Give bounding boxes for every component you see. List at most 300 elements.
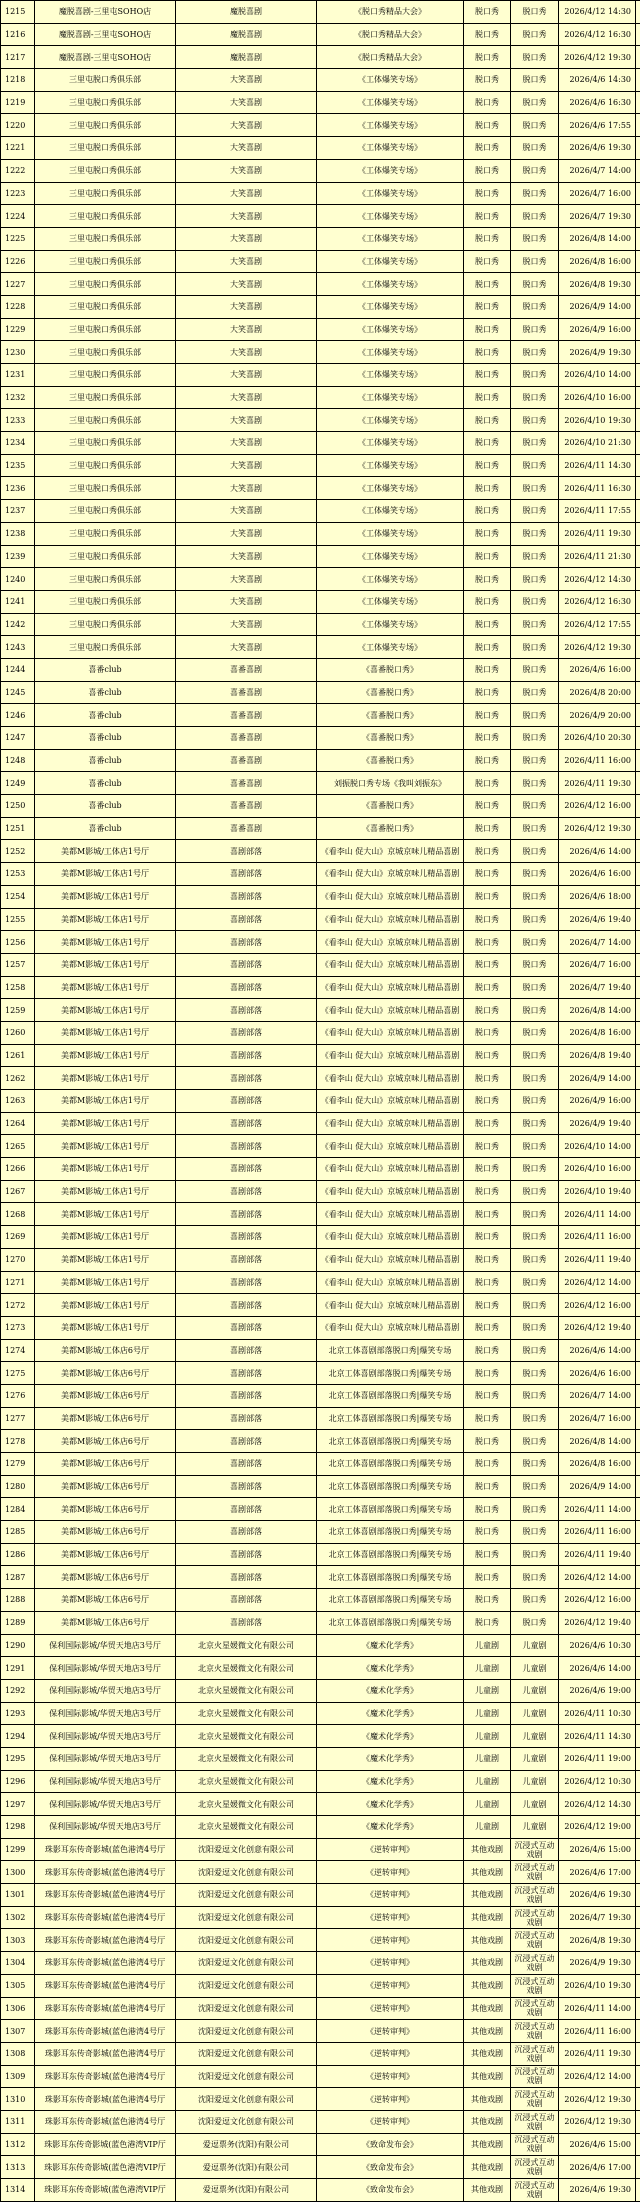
category-cell: 其他戏剧 bbox=[464, 1906, 511, 1929]
category-cell: 脱口秀 bbox=[464, 1090, 511, 1113]
category-cell: 脱口秀 bbox=[464, 454, 511, 477]
venue-cell: 珠影耳东传奇影城(蓝色港湾4号厅 bbox=[35, 1952, 176, 1975]
datetime-cell: 2026/4/6 10:30 bbox=[559, 1634, 636, 1657]
category-cell: 脱口秀 bbox=[464, 636, 511, 659]
venue-cell: 三里屯脱口秀俱乐部 bbox=[35, 295, 176, 318]
show-title-cell: 《看李山 促大山》京城京味儿精品喜剧 bbox=[317, 1248, 464, 1271]
row-number: 1221 bbox=[1, 137, 35, 160]
row-number: 1244 bbox=[1, 658, 35, 681]
table-row bbox=[1, 2110, 640, 2133]
organizer-cell: 喜剧部落 bbox=[176, 1384, 317, 1407]
subcategory-cell: 脱口秀 bbox=[511, 1498, 559, 1521]
table-row bbox=[1, 1158, 640, 1181]
table-row bbox=[1, 1566, 640, 1589]
category-cell: 脱口秀 bbox=[464, 704, 511, 727]
show-title-cell: 《工体爆笑专场》 bbox=[317, 477, 464, 500]
category-cell: 儿童剧 bbox=[464, 1793, 511, 1816]
table-row bbox=[1, 1498, 640, 1521]
category-cell: 脱口秀 bbox=[464, 250, 511, 273]
datetime-cell: 2026/4/11 21:30 bbox=[559, 545, 636, 568]
venue-cell: 美都M影城/工体店1号厅 bbox=[35, 1316, 176, 1339]
venue-cell: 美都M影城/工体店1号厅 bbox=[35, 953, 176, 976]
show-title-cell: 《工体爆笑专场》 bbox=[317, 500, 464, 523]
row-number: 1234 bbox=[1, 432, 35, 455]
table-edge-cell bbox=[636, 613, 640, 636]
datetime-cell: 2026/4/6 16:00 bbox=[559, 1362, 636, 1385]
category-cell: 脱口秀 bbox=[464, 976, 511, 999]
subcategory-cell: 沉浸式互动戏剧 bbox=[511, 2156, 559, 2179]
datetime-cell: 2026/4/9 14:00 bbox=[559, 1475, 636, 1498]
table-row bbox=[1, 1021, 640, 1044]
datetime-cell: 2026/4/11 19:30 bbox=[559, 522, 636, 545]
table-edge-cell bbox=[636, 1067, 640, 1090]
table-edge-cell bbox=[636, 250, 640, 273]
category-cell: 脱口秀 bbox=[464, 1362, 511, 1385]
organizer-cell: 喜剧部落 bbox=[176, 863, 317, 886]
datetime-cell: 2026/4/6 19:00 bbox=[559, 1679, 636, 1702]
table-row bbox=[1, 137, 640, 160]
subcategory-cell: 脱口秀 bbox=[511, 953, 559, 976]
organizer-cell: 喜剧部落 bbox=[176, 1589, 317, 1612]
table-row bbox=[1, 863, 640, 886]
row-number: 1225 bbox=[1, 227, 35, 250]
datetime-cell: 2026/4/7 14:00 bbox=[559, 931, 636, 954]
venue-cell: 三里屯脱口秀俱乐部 bbox=[35, 318, 176, 341]
venue-cell: 三里屯脱口秀俱乐部 bbox=[35, 432, 176, 455]
organizer-cell: 喜剧部落 bbox=[176, 1316, 317, 1339]
venue-cell: 美都M影城/工体店1号厅 bbox=[35, 1271, 176, 1294]
organizer-cell: 大笑喜剧 bbox=[176, 522, 317, 545]
subcategory-cell: 脱口秀 bbox=[511, 477, 559, 500]
table-edge-cell bbox=[636, 1725, 640, 1748]
category-cell: 脱口秀 bbox=[464, 1475, 511, 1498]
subcategory-cell: 沉浸式互动戏剧 bbox=[511, 2042, 559, 2065]
category-cell: 脱口秀 bbox=[464, 863, 511, 886]
datetime-cell: 2026/4/11 16:00 bbox=[559, 1521, 636, 1544]
row-number: 1286 bbox=[1, 1543, 35, 1566]
venue-cell: 三里屯脱口秀俱乐部 bbox=[35, 250, 176, 273]
table-edge-cell bbox=[636, 1, 640, 24]
datetime-cell: 2026/4/7 14:00 bbox=[559, 159, 636, 182]
table-row bbox=[1, 976, 640, 999]
row-number: 1307 bbox=[1, 2020, 35, 2043]
row-number: 1238 bbox=[1, 522, 35, 545]
table-edge-cell bbox=[636, 318, 640, 341]
subcategory-cell: 脱口秀 bbox=[511, 318, 559, 341]
organizer-cell: 喜剧部落 bbox=[176, 1248, 317, 1271]
show-title-cell: 《看李山 促大山》京城京味儿精品喜剧 bbox=[317, 1135, 464, 1158]
organizer-cell: 大笑喜剧 bbox=[176, 69, 317, 92]
show-title-cell: 《工体爆笑专场》 bbox=[317, 318, 464, 341]
category-cell: 儿童剧 bbox=[464, 1657, 511, 1680]
datetime-cell: 2026/4/11 10:30 bbox=[559, 1702, 636, 1725]
organizer-cell: 北京火星媛微文化有限公司 bbox=[176, 1770, 317, 1793]
show-title-cell: 《喜番脱口秀》 bbox=[317, 658, 464, 681]
category-cell: 脱口秀 bbox=[464, 613, 511, 636]
subcategory-cell: 脱口秀 bbox=[511, 1135, 559, 1158]
table-row bbox=[1, 1226, 640, 1249]
organizer-cell: 喜剧部落 bbox=[176, 1521, 317, 1544]
datetime-cell: 2026/4/11 19:40 bbox=[559, 1543, 636, 1566]
subcategory-cell: 脱口秀 bbox=[511, 341, 559, 364]
table-edge-cell bbox=[636, 69, 640, 92]
row-number: 1235 bbox=[1, 454, 35, 477]
venue-cell: 保利国际影城/华贸天地店3号厅 bbox=[35, 1816, 176, 1839]
organizer-cell: 喜剧部落 bbox=[176, 1543, 317, 1566]
datetime-cell: 2026/4/6 16:30 bbox=[559, 91, 636, 114]
show-title-cell: 《工体爆笑专场》 bbox=[317, 454, 464, 477]
show-title-cell: 《工体爆笑专场》 bbox=[317, 386, 464, 409]
row-number: 1296 bbox=[1, 1770, 35, 1793]
venue-cell: 保利国际影城/华贸天地店3号厅 bbox=[35, 1725, 176, 1748]
show-title-cell: 《看李山 促大山》京城京味儿精品喜剧 bbox=[317, 840, 464, 863]
organizer-cell: 喜剧部落 bbox=[176, 1180, 317, 1203]
venue-cell: 保利国际影城/华贸天地店3号厅 bbox=[35, 1793, 176, 1816]
venue-cell: 三里屯脱口秀俱乐部 bbox=[35, 273, 176, 296]
show-title-cell: 《看李山 促大山》京城京味儿精品喜剧 bbox=[317, 1021, 464, 1044]
subcategory-cell: 脱口秀 bbox=[511, 1067, 559, 1090]
datetime-cell: 2026/4/10 14:00 bbox=[559, 364, 636, 387]
row-number: 1305 bbox=[1, 1974, 35, 1997]
datetime-cell: 2026/4/9 14:00 bbox=[559, 295, 636, 318]
table-row bbox=[1, 318, 640, 341]
table-row bbox=[1, 727, 640, 750]
venue-cell: 珠影耳东传奇影城(蓝色港湾4号厅 bbox=[35, 2020, 176, 2043]
show-title-cell: 《逆转审判》 bbox=[317, 2110, 464, 2133]
venue-cell: 珠影耳东传奇影城(蓝色港湾4号厅 bbox=[35, 1884, 176, 1907]
table-edge-cell bbox=[636, 522, 640, 545]
venue-cell: 美都M影城/工体店1号厅 bbox=[35, 1090, 176, 1113]
row-number: 1297 bbox=[1, 1793, 35, 1816]
table-row bbox=[1, 636, 640, 659]
show-title-cell: 北京工体喜剧部落脱口秀|爆笑专场 bbox=[317, 1566, 464, 1589]
organizer-cell: 北京火星媛微文化有限公司 bbox=[176, 1725, 317, 1748]
show-title-cell: 《魔术化学秀》 bbox=[317, 1657, 464, 1680]
subcategory-cell: 儿童剧 bbox=[511, 1702, 559, 1725]
row-number: 1292 bbox=[1, 1679, 35, 1702]
table-row bbox=[1, 386, 640, 409]
category-cell: 其他戏剧 bbox=[464, 1929, 511, 1952]
subcategory-cell: 脱口秀 bbox=[511, 1044, 559, 1067]
venue-cell: 喜番club bbox=[35, 749, 176, 772]
organizer-cell: 沈阳爱逗文化创意有限公司 bbox=[176, 1906, 317, 1929]
datetime-cell: 2026/4/12 19:00 bbox=[559, 1816, 636, 1839]
table-edge-cell bbox=[636, 1384, 640, 1407]
datetime-cell: 2026/4/7 16:00 bbox=[559, 1407, 636, 1430]
datetime-cell: 2026/4/10 19:40 bbox=[559, 1180, 636, 1203]
row-number: 1237 bbox=[1, 500, 35, 523]
datetime-cell: 2026/4/9 16:00 bbox=[559, 318, 636, 341]
datetime-cell: 2026/4/8 14:00 bbox=[559, 999, 636, 1022]
category-cell: 其他戏剧 bbox=[464, 1884, 511, 1907]
subcategory-cell: 脱口秀 bbox=[511, 137, 559, 160]
table-edge-cell bbox=[636, 1816, 640, 1839]
table-row bbox=[1, 658, 640, 681]
datetime-cell: 2026/4/12 14:30 bbox=[559, 1793, 636, 1816]
row-number: 1219 bbox=[1, 91, 35, 114]
venue-cell: 美都M影城/工体店1号厅 bbox=[35, 908, 176, 931]
show-title-cell: 《致命发布会》 bbox=[317, 2179, 464, 2202]
category-cell: 儿童剧 bbox=[464, 1770, 511, 1793]
organizer-cell: 喜番喜剧 bbox=[176, 681, 317, 704]
table-row bbox=[1, 1044, 640, 1067]
category-cell: 脱口秀 bbox=[464, 1521, 511, 1544]
table-row bbox=[1, 1453, 640, 1476]
show-title-cell: 《工体爆笑专场》 bbox=[317, 227, 464, 250]
row-number: 1232 bbox=[1, 386, 35, 409]
datetime-cell: 2026/4/8 19:30 bbox=[559, 1929, 636, 1952]
row-number: 1268 bbox=[1, 1203, 35, 1226]
subcategory-cell: 脱口秀 bbox=[511, 522, 559, 545]
organizer-cell: 大笑喜剧 bbox=[176, 227, 317, 250]
row-number: 1241 bbox=[1, 590, 35, 613]
category-cell: 儿童剧 bbox=[464, 1816, 511, 1839]
row-number: 1250 bbox=[1, 795, 35, 818]
show-title-cell: 《看李山 促大山》京城京味儿精品喜剧 bbox=[317, 1226, 464, 1249]
show-title-cell: 《看李山 促大山》京城京味儿精品喜剧 bbox=[317, 1180, 464, 1203]
table-edge-cell bbox=[636, 1090, 640, 1113]
table-row bbox=[1, 1339, 640, 1362]
category-cell: 脱口秀 bbox=[464, 1589, 511, 1612]
table-edge-cell bbox=[636, 749, 640, 772]
venue-cell: 美都M影城/工体店1号厅 bbox=[35, 976, 176, 999]
row-number: 1313 bbox=[1, 2156, 35, 2179]
table-row bbox=[1, 295, 640, 318]
row-number: 1290 bbox=[1, 1634, 35, 1657]
row-number: 1233 bbox=[1, 409, 35, 432]
table-row bbox=[1, 931, 640, 954]
table-edge-cell bbox=[636, 1543, 640, 1566]
datetime-cell: 2026/4/7 19:40 bbox=[559, 976, 636, 999]
category-cell: 脱口秀 bbox=[464, 500, 511, 523]
subcategory-cell: 沉浸式互动戏剧 bbox=[511, 2179, 559, 2202]
table-row bbox=[1, 1793, 640, 1816]
table-row bbox=[1, 1362, 640, 1385]
row-number: 1285 bbox=[1, 1521, 35, 1544]
row-number: 1228 bbox=[1, 295, 35, 318]
show-title-cell: 《逆转审判》 bbox=[317, 1861, 464, 1884]
datetime-cell: 2026/4/11 19:30 bbox=[559, 772, 636, 795]
category-cell: 脱口秀 bbox=[464, 91, 511, 114]
category-cell: 脱口秀 bbox=[464, 1203, 511, 1226]
organizer-cell: 大笑喜剧 bbox=[176, 159, 317, 182]
datetime-cell: 2026/4/12 19:30 bbox=[559, 636, 636, 659]
subcategory-cell: 脱口秀 bbox=[511, 1294, 559, 1317]
venue-cell: 美都M影城/工体店1号厅 bbox=[35, 1180, 176, 1203]
venue-cell: 喜番club bbox=[35, 681, 176, 704]
venue-cell: 珠影耳东传奇影城(蓝色港湾4号厅 bbox=[35, 2065, 176, 2088]
category-cell: 脱口秀 bbox=[464, 1067, 511, 1090]
category-cell: 脱口秀 bbox=[464, 409, 511, 432]
datetime-cell: 2026/4/6 17:55 bbox=[559, 114, 636, 137]
row-number: 1270 bbox=[1, 1248, 35, 1271]
organizer-cell: 喜番喜剧 bbox=[176, 658, 317, 681]
show-title-cell: 《看李山 促大山》京城京味儿精品喜剧 bbox=[317, 1112, 464, 1135]
table-edge-cell bbox=[636, 545, 640, 568]
row-number: 1274 bbox=[1, 1339, 35, 1362]
table-row bbox=[1, 2020, 640, 2043]
table-row bbox=[1, 2088, 640, 2111]
show-title-cell: 《喜番脱口秀》 bbox=[317, 681, 464, 704]
table-edge-cell bbox=[636, 1271, 640, 1294]
category-cell: 脱口秀 bbox=[464, 1271, 511, 1294]
organizer-cell: 大笑喜剧 bbox=[176, 477, 317, 500]
datetime-cell: 2026/4/9 14:00 bbox=[559, 1067, 636, 1090]
organizer-cell: 大笑喜剧 bbox=[176, 545, 317, 568]
table-edge-cell bbox=[636, 1589, 640, 1612]
venue-cell: 珠影耳东传奇影城(蓝色港湾4号厅 bbox=[35, 2042, 176, 2065]
venue-cell: 美都M影城/工体店6号厅 bbox=[35, 1589, 176, 1612]
show-title-cell: 《看李山 促大山》京城京味儿精品喜剧 bbox=[317, 1090, 464, 1113]
datetime-cell: 2026/4/6 19:30 bbox=[559, 1884, 636, 1907]
venue-cell: 三里屯脱口秀俱乐部 bbox=[35, 227, 176, 250]
table-edge-cell bbox=[636, 1498, 640, 1521]
table-row bbox=[1, 817, 640, 840]
venue-cell: 美都M影城/工体店1号厅 bbox=[35, 1248, 176, 1271]
table-edge-cell bbox=[636, 1611, 640, 1634]
row-number: 1269 bbox=[1, 1226, 35, 1249]
category-cell: 脱口秀 bbox=[464, 1135, 511, 1158]
table-edge-cell bbox=[636, 1021, 640, 1044]
show-title-cell: 《逆转审判》 bbox=[317, 1974, 464, 1997]
venue-cell: 美都M影城/工体店1号厅 bbox=[35, 999, 176, 1022]
table-edge-cell bbox=[636, 1453, 640, 1476]
datetime-cell: 2026/4/12 10:30 bbox=[559, 1770, 636, 1793]
table-edge-cell bbox=[636, 1929, 640, 1952]
datetime-cell: 2026/4/11 16:00 bbox=[559, 1226, 636, 1249]
subcategory-cell: 脱口秀 bbox=[511, 1430, 559, 1453]
organizer-cell: 大笑喜剧 bbox=[176, 341, 317, 364]
row-number: 1224 bbox=[1, 205, 35, 228]
venue-cell: 珠影耳东传奇影城(蓝色港湾VIP厅 bbox=[35, 2133, 176, 2156]
datetime-cell: 2026/4/9 20:00 bbox=[559, 704, 636, 727]
category-cell: 脱口秀 bbox=[464, 1180, 511, 1203]
table-edge-cell bbox=[636, 2065, 640, 2088]
show-title-cell: 《工体爆笑专场》 bbox=[317, 295, 464, 318]
category-cell: 脱口秀 bbox=[464, 295, 511, 318]
venue-cell: 三里屯脱口秀俱乐部 bbox=[35, 386, 176, 409]
category-cell: 其他戏剧 bbox=[464, 2020, 511, 2043]
subcategory-cell: 脱口秀 bbox=[511, 273, 559, 296]
datetime-cell: 2026/4/9 19:40 bbox=[559, 1112, 636, 1135]
table-edge-cell bbox=[636, 1997, 640, 2020]
datetime-cell: 2026/4/6 17:00 bbox=[559, 2156, 636, 2179]
row-number: 1252 bbox=[1, 840, 35, 863]
table-row bbox=[1, 1725, 640, 1748]
venue-cell: 保利国际影城/华贸天地店3号厅 bbox=[35, 1634, 176, 1657]
table-edge-cell bbox=[636, 1362, 640, 1385]
organizer-cell: 大笑喜剧 bbox=[176, 500, 317, 523]
datetime-cell: 2026/4/8 16:00 bbox=[559, 250, 636, 273]
row-number: 1222 bbox=[1, 159, 35, 182]
table-edge-cell bbox=[636, 2133, 640, 2156]
venue-cell: 美都M影城/工体店6号厅 bbox=[35, 1498, 176, 1521]
table-edge-cell bbox=[636, 727, 640, 750]
subcategory-cell: 脱口秀 bbox=[511, 46, 559, 69]
table-row bbox=[1, 1634, 640, 1657]
venue-cell: 三里屯脱口秀俱乐部 bbox=[35, 568, 176, 591]
category-cell: 脱口秀 bbox=[464, 137, 511, 160]
organizer-cell: 大笑喜剧 bbox=[176, 568, 317, 591]
venue-cell: 魔脱喜剧-三里屯SOHO店 bbox=[35, 1, 176, 24]
subcategory-cell: 儿童剧 bbox=[511, 1679, 559, 1702]
venue-cell: 喜番club bbox=[35, 817, 176, 840]
show-title-cell: 《看李山 促大山》京城京味儿精品喜剧 bbox=[317, 885, 464, 908]
show-title-cell: 《工体爆笑专场》 bbox=[317, 69, 464, 92]
datetime-cell: 2026/4/6 19:30 bbox=[559, 2179, 636, 2202]
table-row bbox=[1, 1543, 640, 1566]
table-edge-cell bbox=[636, 908, 640, 931]
row-number: 1272 bbox=[1, 1294, 35, 1317]
organizer-cell: 喜剧部落 bbox=[176, 1044, 317, 1067]
subcategory-cell: 脱口秀 bbox=[511, 931, 559, 954]
venue-cell: 三里屯脱口秀俱乐部 bbox=[35, 477, 176, 500]
venue-cell: 喜番club bbox=[35, 795, 176, 818]
row-number: 1267 bbox=[1, 1180, 35, 1203]
subcategory-cell: 脱口秀 bbox=[511, 1248, 559, 1271]
organizer-cell: 喜剧部落 bbox=[176, 1271, 317, 1294]
table-row bbox=[1, 2042, 640, 2065]
row-number: 1275 bbox=[1, 1362, 35, 1385]
table-row bbox=[1, 1135, 640, 1158]
table-edge-cell bbox=[636, 1702, 640, 1725]
datetime-cell: 2026/4/9 19:30 bbox=[559, 341, 636, 364]
datetime-cell: 2026/4/12 19:30 bbox=[559, 46, 636, 69]
table-edge-cell bbox=[636, 1294, 640, 1317]
subcategory-cell: 脱口秀 bbox=[511, 1339, 559, 1362]
table-row bbox=[1, 1407, 640, 1430]
subcategory-cell: 沉浸式互动戏剧 bbox=[511, 2133, 559, 2156]
datetime-cell: 2026/4/8 14:00 bbox=[559, 227, 636, 250]
show-title-cell: 《看李山 促大山》京城京味儿精品喜剧 bbox=[317, 1044, 464, 1067]
show-title-cell: 《看李山 促大山》京城京味儿精品喜剧 bbox=[317, 953, 464, 976]
table-edge-cell bbox=[636, 1679, 640, 1702]
subcategory-cell: 脱口秀 bbox=[511, 1226, 559, 1249]
table-row bbox=[1, 1316, 640, 1339]
table-edge-cell bbox=[636, 795, 640, 818]
table-row bbox=[1, 159, 640, 182]
row-number: 1276 bbox=[1, 1384, 35, 1407]
category-cell: 脱口秀 bbox=[464, 1158, 511, 1181]
row-number: 1223 bbox=[1, 182, 35, 205]
subcategory-cell: 沉浸式互动戏剧 bbox=[511, 1861, 559, 1884]
subcategory-cell: 脱口秀 bbox=[511, 636, 559, 659]
show-title-cell: 《魔术化学秀》 bbox=[317, 1770, 464, 1793]
show-title-cell: 《工体爆笑专场》 bbox=[317, 613, 464, 636]
row-number: 1302 bbox=[1, 1906, 35, 1929]
subcategory-cell: 脱口秀 bbox=[511, 1475, 559, 1498]
venue-cell: 保利国际影城/华贸天地店3号厅 bbox=[35, 1747, 176, 1770]
venue-cell: 珠影耳东传奇影城(蓝色港湾VIP厅 bbox=[35, 2156, 176, 2179]
show-title-cell: 《魔术化学秀》 bbox=[317, 1702, 464, 1725]
venue-cell: 三里屯脱口秀俱乐部 bbox=[35, 205, 176, 228]
organizer-cell: 喜剧部落 bbox=[176, 1566, 317, 1589]
organizer-cell: 爱逗票务(沈阳)有限公司 bbox=[176, 2179, 317, 2202]
venue-cell: 三里屯脱口秀俱乐部 bbox=[35, 137, 176, 160]
venue-cell: 美都M影城/工体店1号厅 bbox=[35, 1135, 176, 1158]
row-number: 1231 bbox=[1, 364, 35, 387]
venue-cell: 美都M影城/工体店1号厅 bbox=[35, 1158, 176, 1181]
show-title-cell: 《魔术化学秀》 bbox=[317, 1816, 464, 1839]
venue-cell: 魔脱喜剧-三里屯SOHO店 bbox=[35, 46, 176, 69]
venue-cell: 美都M影城/工体店6号厅 bbox=[35, 1611, 176, 1634]
show-title-cell: 《看李山 促大山》京城京味儿精品喜剧 bbox=[317, 1067, 464, 1090]
datetime-cell: 2026/4/12 14:30 bbox=[559, 1, 636, 24]
table-row bbox=[1, 1770, 640, 1793]
row-number: 1300 bbox=[1, 1861, 35, 1884]
organizer-cell: 沈阳爱逗文化创意有限公司 bbox=[176, 1974, 317, 1997]
show-title-cell: 《工体爆笑专场》 bbox=[317, 159, 464, 182]
